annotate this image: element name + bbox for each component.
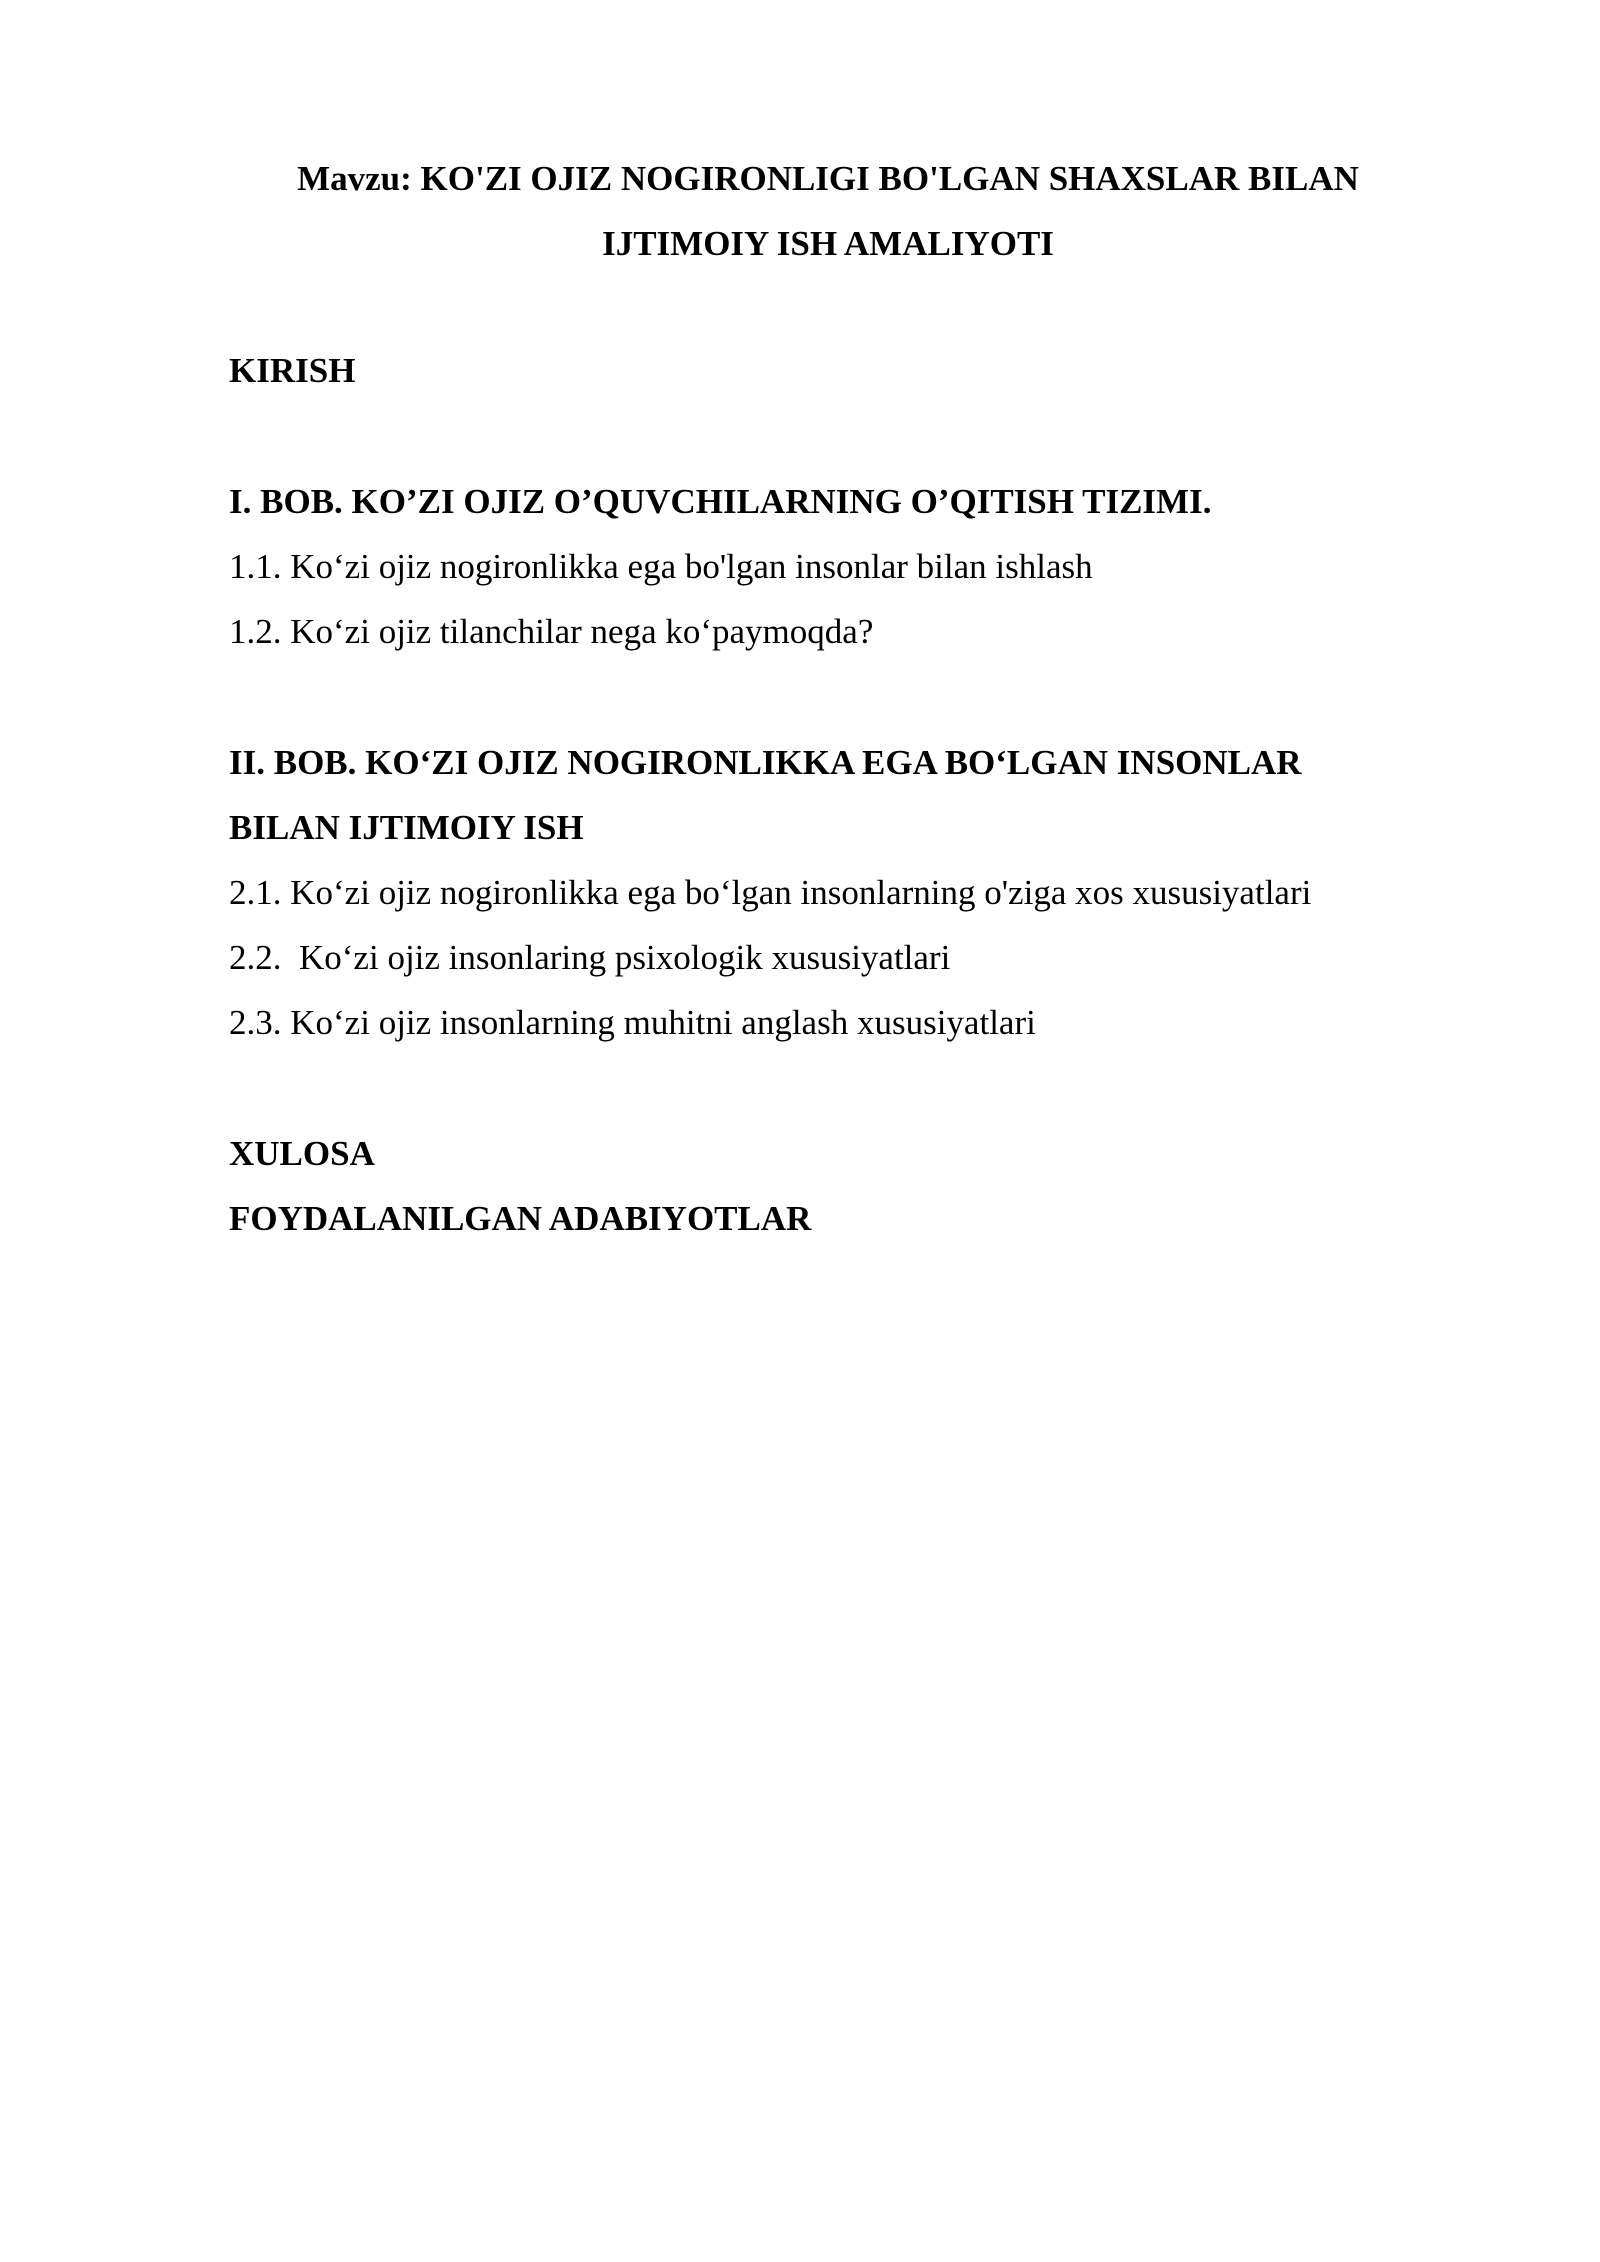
toc-intro: KIRISH — [229, 351, 356, 390]
chapter-2-heading-line-1: II. BOB. KO‘ZI OJIZ NOGIRONLIKKA EGA BO‘LGAN INSONLAR — [229, 743, 1302, 782]
toc-item-2-3: 2.3. Ko‘zi ojiz insonlarning muhitni anglash xususiyatlari — [229, 1003, 1036, 1042]
toc-item-2-2: 2.2. Ko‘zi ojiz insonlaring psixologik xususiyatlari — [229, 938, 951, 977]
toc-item-1-2: 1.2. Ko‘zi ojiz tilanchilar nega ko‘paymoqda? — [229, 612, 874, 651]
toc-conclusion: XULOSA — [229, 1134, 375, 1173]
toc-item-2-1: 2.1. Ko‘zi ojiz nogironlikka ega bo‘lgan insonlarning o'ziga xos xususiyatlari — [229, 873, 1312, 912]
chapter-1-heading: I. BOB. KO’ZI OJIZ O’QUVCHILARNING O’QITISH TIZIMI. — [229, 482, 1212, 521]
title-line-2: IJTIMOIY ISH AMALIYOTI — [602, 224, 1054, 263]
toc-references: FOYDALANILGAN ADABIYOTLAR — [229, 1199, 812, 1238]
chapter-2-heading-line-2: BILAN IJTIMOIY ISH — [229, 808, 584, 847]
page-title — [228, 146, 1428, 276]
toc-item-1-1: 1.1. Ko‘zi ojiz nogironlikka ega bo'lgan insonlar bilan ishlash — [229, 547, 1093, 586]
title-line-1: Mavzu: KO'ZI OJIZ NOGIRONLIGI BO'LGAN SHAXSLAR BILAN — [297, 159, 1359, 198]
